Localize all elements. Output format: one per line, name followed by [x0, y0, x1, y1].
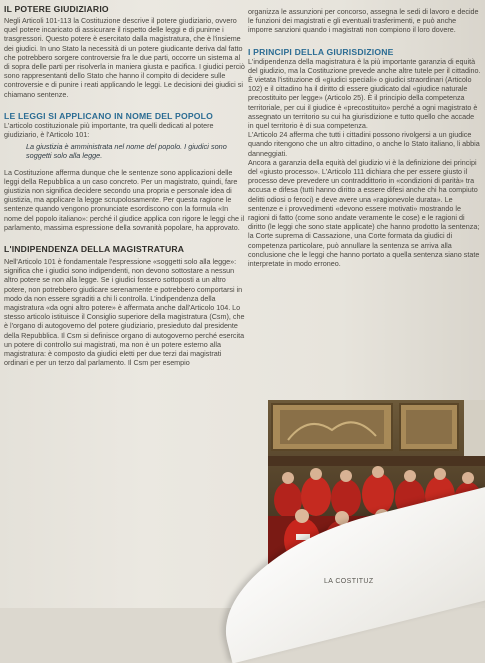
- paragraph-potere-giudiziario: Negli Articoli 101-113 la Costituzione descrive il potere giudiziario, ovvero quel potere incaricato di assicurare il rispetto delle leggi e di punirne i trasgressori. Questo potere è esercitato dalla magistratura, che è l'insieme dei giudici. In uno Stato la necessità di un potere giudicante deriva dal fatto che potrebbero sorgere controversie fra le due parti, occorre un sistema al di sopra delle parti per risolverla in maniera giusta e pacifica. I giudici perciò sono rappresentanti dello Stato che hanno il compito di decidere sulle controversie e di punire i reati applicando le leggi. Le decisioni dei giudici si chiamano sentenze.: [4, 16, 245, 99]
- article-101-quote: La giustizia è amministrata nel nome del popolo. I giudici sono soggetti solo alla legge.: [26, 142, 227, 161]
- section-heading-potere-giudiziario: IL POTERE GIUDIZIARIO: [4, 4, 109, 14]
- right-column: [248, 0, 481, 268]
- paragraph-articolo-24: L'Articolo 24 afferma che tutti i cittadini possono rivolgersi a un giudice quando ritengono che un altro cittadino, o anche lo Stato italiano, li abbia danneggiati.: [248, 130, 480, 158]
- paragraph-csm-continued: organizza le assunzioni per concorso, assegna le sedi di lavoro e decide le funzioni dei magistrati e gli eventuali trasferimenti, e può anche imporre sanzioni quando i magistrati non compiono il loro dovere.: [248, 7, 479, 35]
- section-heading-indipendenza: L'INDIPENDENZA DELLA MAGISTRATURA: [4, 244, 185, 255]
- left-column: [4, 0, 246, 368]
- section-heading-principi-giurisdizione: I PRINCIPI DELLA GIURISDIZIONE: [248, 46, 394, 57]
- paragraph-articolo-101-intro: L'articolo costituzionale più importante, tra quelli dedicati al potere giudiziario, è l'Articolo 101:: [4, 120, 214, 140]
- photo-caption: LA COSTITUZ: [324, 578, 374, 585]
- paragraph-indipendenza: Nell'Articolo 101 è fondamentale l'espressione «soggetti solo alla legge»: significa che i giudici sono indipendenti, non devono sottostare a nessun altro potere se non alla legge. Se i giudici fossero sottoposti a un altro potere, non potrebbero giudicare serenamente e potrebbero comportarsi in modo da non essere sgraditi a chi li controlla. L'indipendenza della magistratura «da ogni altro potere» è affermata anche dall'Articolo 104. Lo stesso articolo istituisce il Consiglio superiore della magistratura (Csm), che è l'organo di autogoverno del potere giudiziario, presieduto dal presidente della Repubblica. Il Csm si definisce organo di autogoverno perché esercita un potere di controllo sui magistrati, ma non è un potere esterno alla magistratura: è composto da giudici eletti per due terzi dai magistrati ordinari e per un terzo dal parlamento. Il Csm per esempio: [4, 257, 245, 368]
- paragraph-giusto-processo: Ancora a garanzia della equità del giudizio vi è la definizione dei principi del «giusto processo». L'Articolo 111 dichiara che per essere giusto il processo deve prevedere un contraddittorio in «condizioni di parità» tra accusa e difesa (tutti hanno diritto a essere difesi anche chi ha compiuto delitti odiosi o feroci) e deve avere una «ragionevole durata». Le sentenze e i provvedimenti «devono essere motivati» mostrando le ragioni di fatto (come sono andate veramente le cose) e le ragioni di diritto (le leggi che sono state applicate) che hanno prodotto la sentenza; la Corte suprema di Cassazione, una Corte formata da giudici di competenza particolare, può annullare la sentenza se arriva alla conclusione che le leggi che hanno portato a quella sentenza siano state interpretate in modo erroneo.: [248, 157, 480, 269]
- paragraph-principi: L'indipendenza della magistratura è la più importante garanzia di equità del giudizio, ma la Costituzione prevede anche altre tutele per il cittadino. È vietata l'istituzione di «giudici speciali» o giudici straordinari (Articolo 102) e il cittadino ha il diritto di essere giudicato dal «giudice naturale precostituito per legge» (Articolo 25). È il principio della competenza territoriale, per cui il giudice è «precostituito» perché a ogni magistrato è assegnato un territorio su cui ha giurisdizione e tutto quello che accade in quel territorio è di sua competenza.: [248, 56, 481, 131]
- section-heading-nome-del-popolo: LE LEGGI SI APPLICANO IN NOME DEL POPOLO: [4, 110, 214, 121]
- paragraph-sentenze: La Costituzione afferma dunque che le sentenze sono applicazioni delle leggi della Repubblica a un caso concreto. Per un magistrato, quindi, fare giustizia non significa decidere secondo una propria e personale idea di giustizia, ma applicare la legge scrupolosamente. Per questa ragione le sentenze quando vengono pronunciate esordiscono con la formula «In nome del popolo italiano»: perché il giudice applica con rigore le leggi che il parlamento, massima espressione della sovranità popolare, ha approvato.: [4, 167, 245, 232]
